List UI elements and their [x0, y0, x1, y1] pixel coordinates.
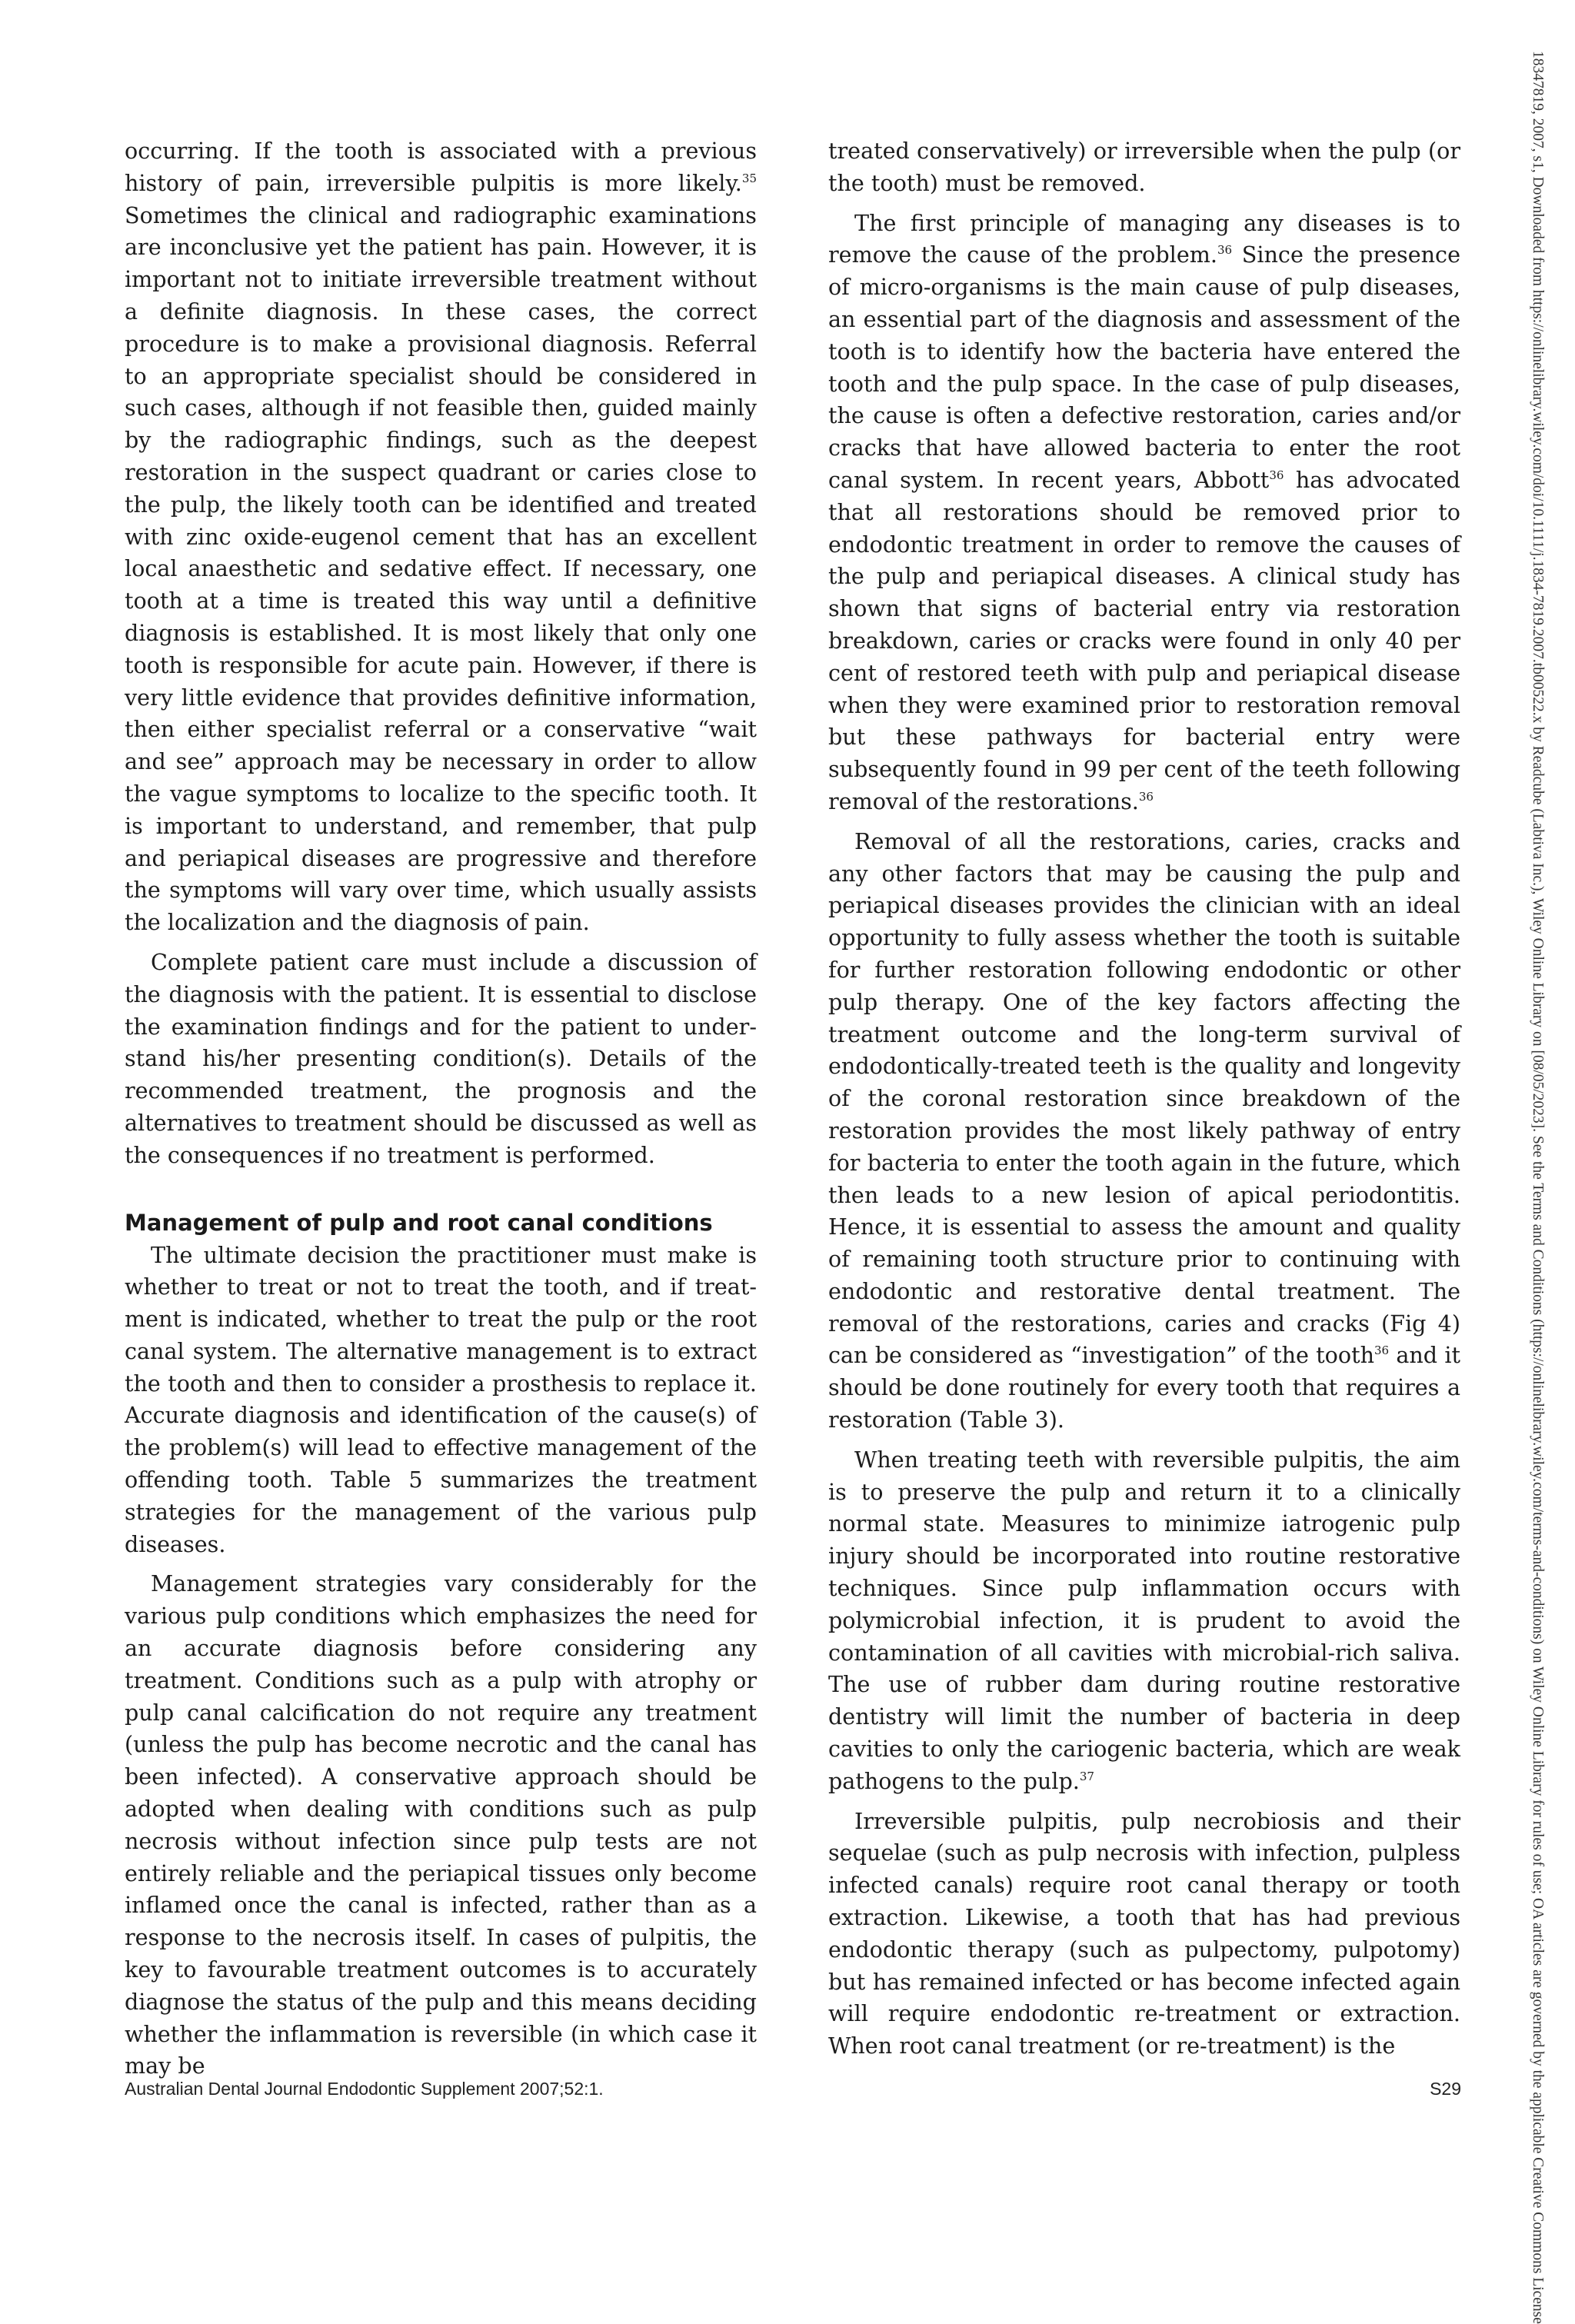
paragraph-text: Since the presence of micro-organisms is the main cause of pulp diseases, an essential part of the diagnosis and assessment of the tooth is to identify how the bacteria have entered the tooth and the pulp space. In the case of pulp diseases, the cause is often a defective restoration, caries and/or cracks that have allowed bacteria to enter the root canal system. In recent years, Abbott [828, 241, 1460, 493]
paragraph: Complete patient care must include a discussion of the diagnosis with the patient. It is essential to disclose the examination findings and for the patient to understand his/her presenting condition(s). Details of the recommended treatment, the prognosis and the alternatives to treatment should be discussed as well as the consequences if no treatment is performed. [125, 948, 757, 1168]
paragraph: The ultimate decision the practitioner must make is whether to treat or not to treat the tooth, and if treatment is indicated, whether to treat the pulp or the root canal system. The alternative management is to extract the tooth and then to consider a prosthesis to replace it. Accurate diagnosis and identification of the cause(s) of the problem(s) will lead to effective management of the offending tooth. Table 5 summarizes the treatment strategies for the management of the various pulp diseases. [125, 1241, 757, 1557]
paragraph: Management strategies vary considerably for the various pulp conditions which emphasizes the need for an accurate diagnosis before considering any treatment. Conditions such as a pulp with atrophy or pulp canal calcification do not require any treatment (unless the pulp has become necrotic and the canal has been infected). A conservative approach should be adopted when dealing with conditions such as pulp necrosis without infection since pulp tests are not entirely reliable and the periapical tissues only become inflamed once the canal is infected, rather than as a response to the necrosis itself. In cases of pulpitis, the key to favourable treatment outcomes is to accurately diagnose the status of the pulp and this means deciding whether the inflammation is reversible (in which case it may be [125, 1570, 757, 2079]
section-heading: Management of pulp and root canal conditions [125, 1209, 713, 1236]
page-number: S29 [1430, 2079, 1461, 2099]
citation-ref: 35 [741, 171, 757, 185]
paragraph: Irreversible pulpitis, pulp necrobiosis and their sequelae (such as pulp necrosis with infection, pulpless infected canals) require root canal therapy or tooth extraction. Likewise, a tooth that has had previous endodontic therapy (such as pulpectomy, pulpotomy) but has remained infected or has become infected again will require endodontic re-treatment or extraction. When root canal treatment (or re-treatment) is the [828, 1807, 1460, 2059]
paragraph-text: occurring. If the tooth is associated with a previous history of pain, irreversible pulpitis is more likely. [125, 138, 757, 196]
paragraph-text: Sometimes the clinical and radiographic examinations are inconclusive yet the patient has pain. However, it is important not to initiate irreversible treatment without a definite diagnosis. In these cases, the correct procedure is to make a provisional diagnosis. Referral to an appropriate specialist should be considered in such cases, although if not feasible then, guided mainly by the radiographic findings, such as the deepest restoration in the suspect quadrant or caries close to the pulp, the likely tooth can be identified and treated with zinc oxide-eugenol cement that has an excellent local anaesthetic and sedative effect. If necessary, one tooth at a time is treated this way until a definitive diagnosis is established. It is most likely that only one tooth is responsible for acute pain. However, if there is very little evidence that provides definitive information, then either specialist referral or a conservative “wait and see” approach may be necessary in order to allow the vague symptoms to localize to the specific tooth. It is important to understand, and remember, that pulp and periapical diseases are progressive and therefore the symptoms will vary over time, which usually assists the localization and the diagnosis of pain. [125, 201, 757, 936]
download-notice: 18347819, 2007, s1, Downloaded from https://onlinelibrary.wiley.com/doi/10.1111/j.1834-7819.2007.tb00522.x by Readcube (Labtiva Inc.), Wiley Online Library on [08/05/2023]. See the Terms and Conditions (https://onlinelibrary.wiley.com/terms-and-conditions) on Wiley Online Library for rules of use; OA articles are governed by the applicable Creative Commons License [1530, 51, 1546, 2324]
citation-ref: 36 [1217, 243, 1233, 258]
citation-ref: 36 [1374, 1343, 1390, 1358]
paragraph [828, 826, 1460, 1437]
citation-ref: 37 [1079, 1769, 1094, 1783]
paragraph [125, 135, 757, 939]
paragraph-text: Removal of all the restorations, caries, cracks and any other factors that may be causing the pulp and periapical diseases provides the clinician with an ideal opportunity to fully assess whether the tooth is suitable for further restoration following endodontic or other pulp therapy. One of the key factors affecting the treatment outcome and the long-term survival of endodontically-treated teeth is the quality and longevity of the coronal restoration since breakdown of the restoration provides the most likely pathway of entry for bacteria to enter the tooth again in the future, which then leads to a new lesion of apical periodontitis. Hence, it is essential to assess the amount and quality of remaining tooth structure prior to continuing with endodontic and restorative dental treatment. The removal of the restorations, caries and cracks (Fig 4) can be considered as “investigation” of the tooth [828, 827, 1460, 1369]
footer-journal-citation: Australian Dental Journal Endodontic Supplement 2007;52:1. [125, 2079, 604, 2099]
paragraph: treated conservatively) or irreversible when the pulp (or the tooth) must be removed. [828, 138, 1460, 196]
paragraph-text: The first principle of managing any diseases is to remove the cause of the problem. [828, 209, 1460, 268]
paragraph-text: and it should be done routinely for every tooth that requires a restoration (Table 3). [828, 1342, 1460, 1433]
paragraph-text: has advocated that all restorations should be removed prior to endodontic treatment in order to remove the causes of the pulp and periapical diseases. A clinical study has shown that signs of bacterial entry via restoration breakdown, caries or cracks were found in only 40 per cent of restored teeth with pulp and periapical disease when they were examined prior to restoration removal but these pathways for bacterial entry were subsequently found in 99 per cent of the teeth following removal of the restorations. [828, 466, 1460, 814]
citation-ref: 36 [1269, 468, 1284, 482]
paragraph-text: When treating teeth with reversible pulpitis, the aim is to preserve the pulp and return it to a clinically normal state. Measures to minimize iatrogenic pulp injury should be incorporated into routine restorative techniques. Since pulp inflammation occurs with polymicrobial infection, it is prudent to avoid the contamination of all cavities with microbial-rich saliva. The use of rubber dam during routine restorative dentistry will limit the number of bacteria in deep cavities to only the cariogenic bacteria, which are weak pathogens to the pulp. [828, 1446, 1460, 1794]
left-column [125, 135, 757, 2083]
paragraph [828, 208, 1460, 818]
paragraph [828, 1444, 1460, 1798]
right-column [828, 135, 1460, 2063]
citation-ref: 36 [1138, 789, 1154, 804]
